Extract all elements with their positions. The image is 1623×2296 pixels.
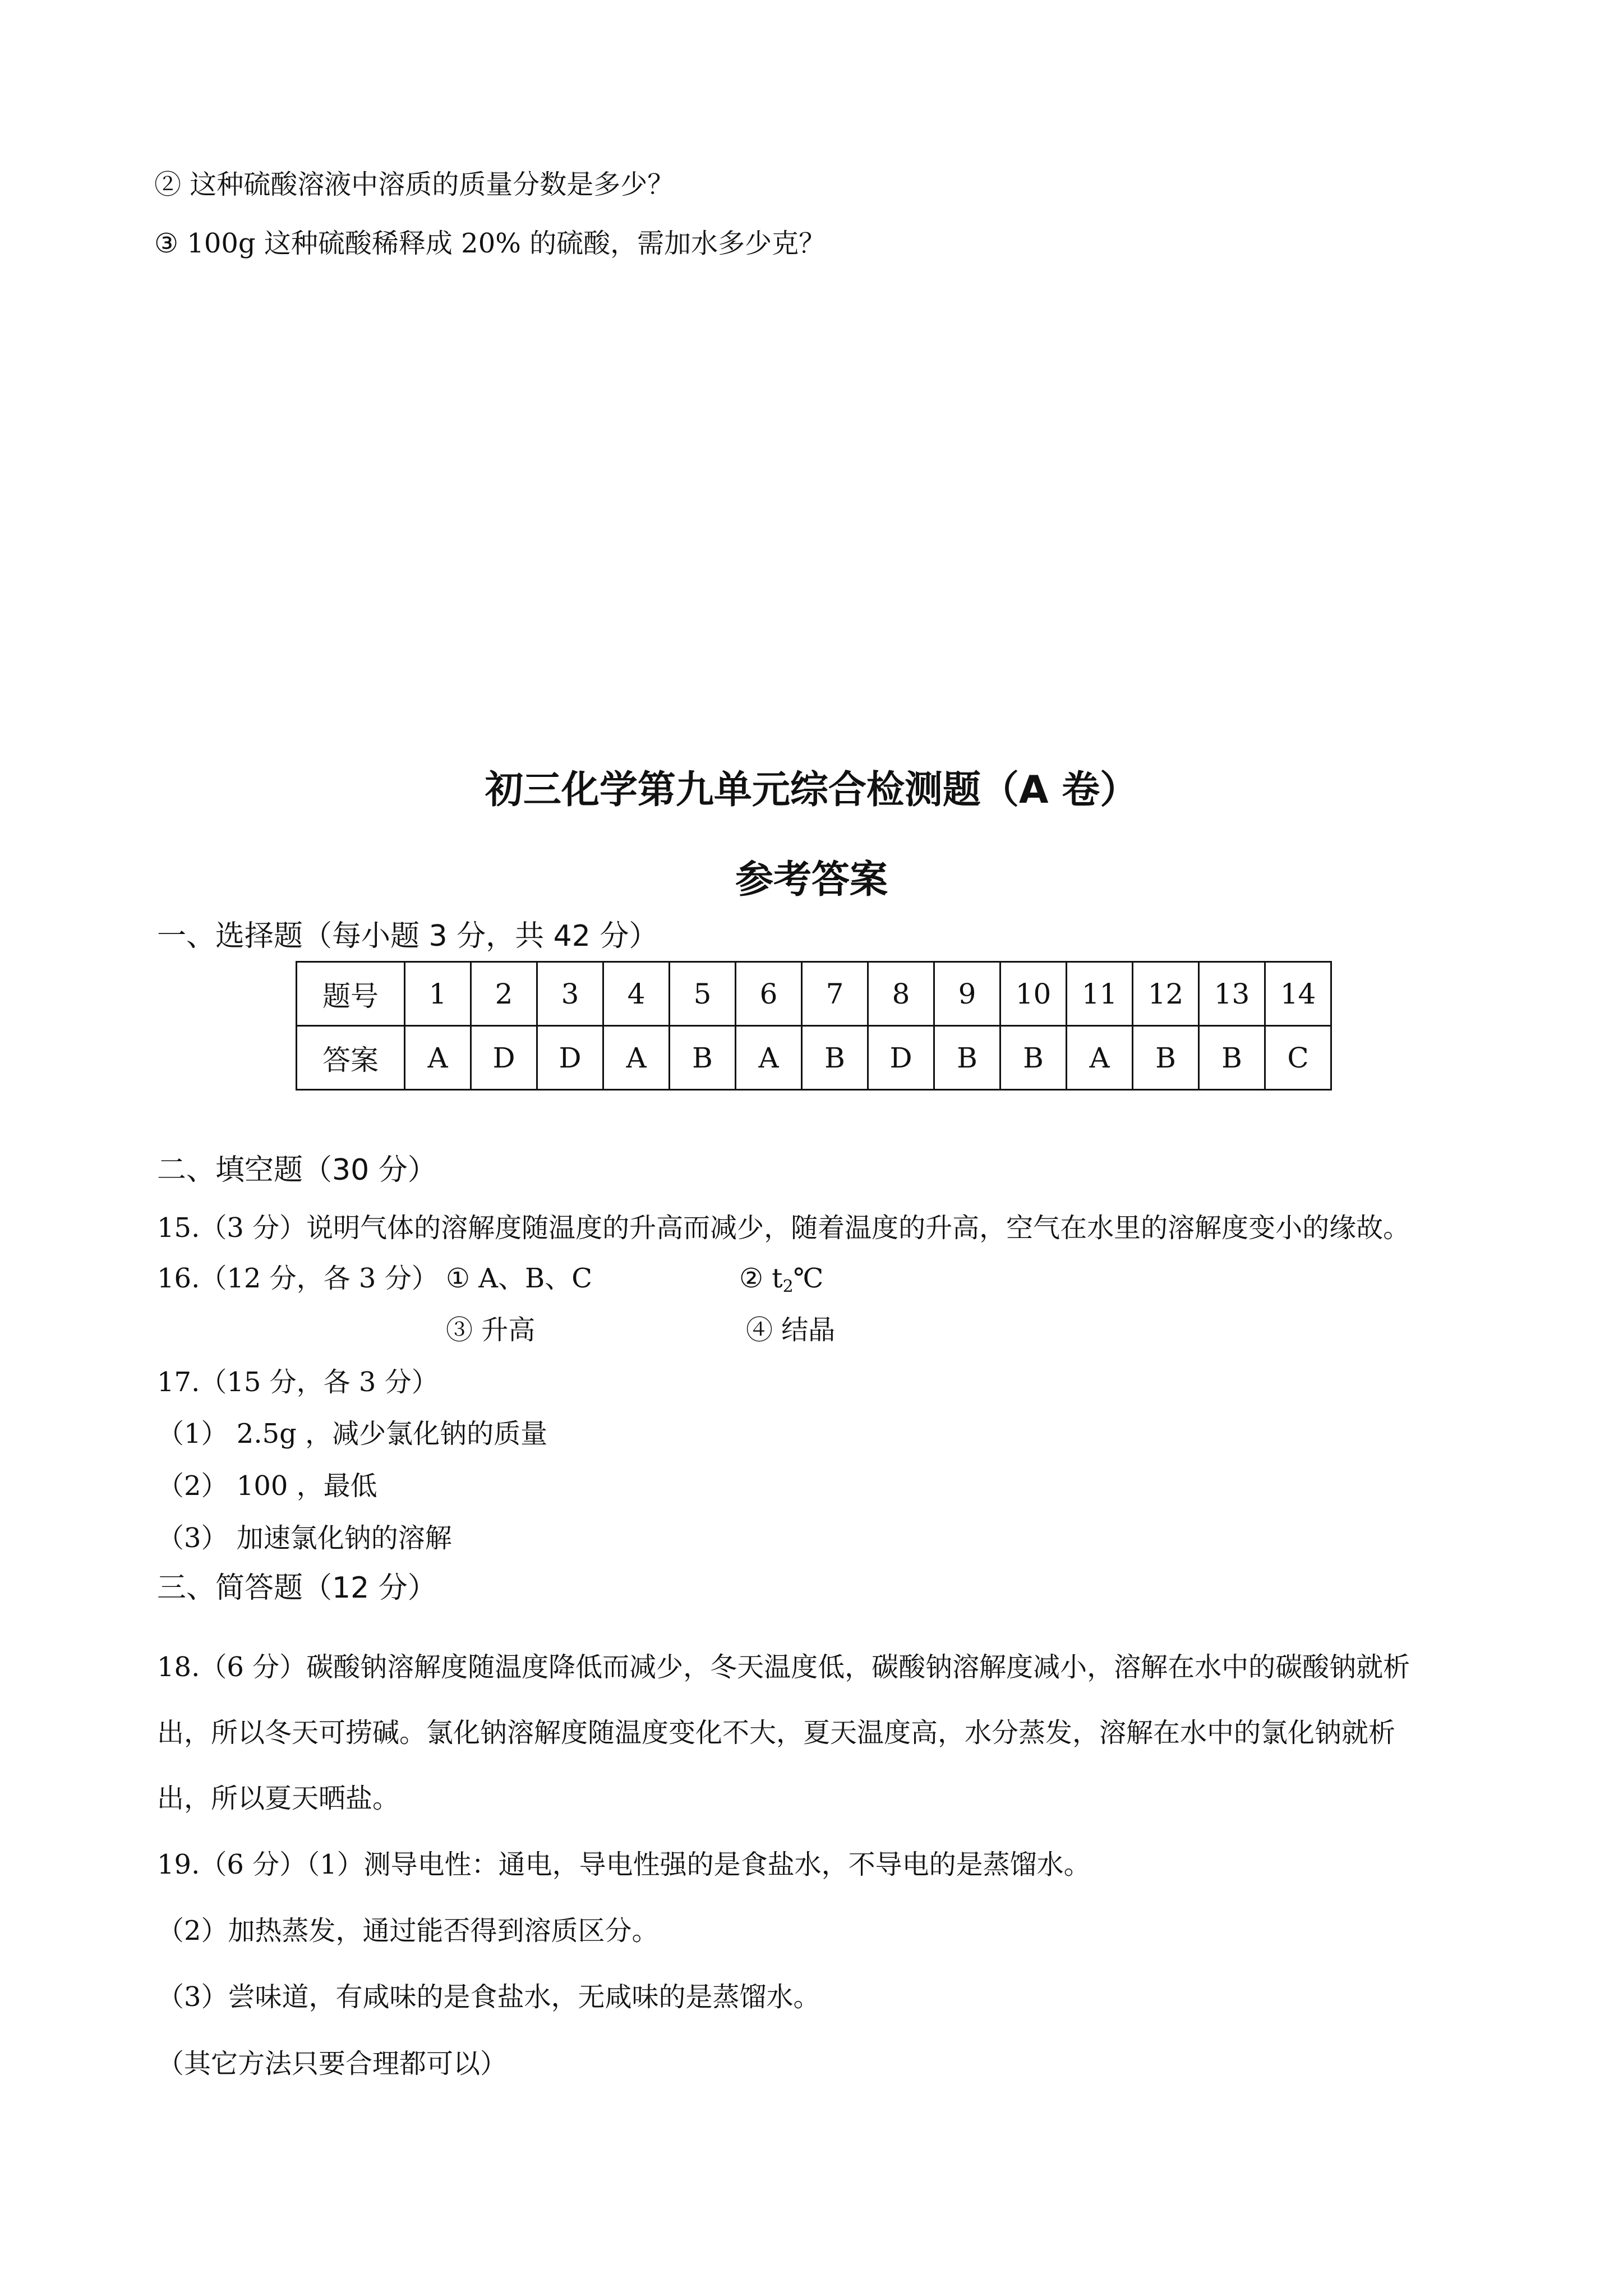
answer-cell: D [537,1026,603,1090]
row-label-answers: 答案 [297,1026,405,1090]
question-number: 4 [603,962,670,1026]
question-number: 1 [405,962,471,1026]
section-3-heading: 三、简答题（12 分） [157,1571,437,1605]
question-number: 10 [1000,962,1067,1026]
answer-16-part-4: ④ 结晶 [746,1314,836,1346]
row-label-numbers: 题号 [297,962,405,1026]
question-number: 13 [1199,962,1265,1026]
question-number: 3 [537,962,603,1026]
question-3-dilution: ③ 100g 这种硫酸稀释成 20% 的硫酸，需加水多少克？ [154,228,826,259]
answer-19-line-2: （2）加热蒸发，通过能否得到溶质区分。 [157,1915,659,1947]
answer-18-line-2: 出，所以冬天可捞碱。氯化钠溶解度随温度变化不大，夏天温度高，水分蒸发，溶解在水中的氯化钠就析 [157,1717,1396,1749]
answer-cell: A [603,1026,670,1090]
answer-16-part-2-subscript: 2 [782,1277,794,1296]
table-row-numbers [297,962,1331,1026]
answer-18-line-3: 出，所以夏天晒盐。 [157,1783,400,1814]
section-1-heading: 一、选择题（每小题 3 分，共 42 分） [157,919,658,953]
answer-cell: B [802,1026,868,1090]
answer-15: 15.（3 分）说明气体的溶解度随温度的升高而减少，随着温度的升高，空气在水里的溶解度变小的缘故。 [157,1212,1410,1244]
answer-16-part-1: ① A、B、C [446,1263,592,1294]
question-number: 14 [1265,962,1331,1026]
answer-17-part-2: （2） 100 ，最低 [157,1470,377,1502]
table-row-answers [297,1026,1331,1090]
answer-cell: B [1199,1026,1265,1090]
answer-19-note: （其它方法只要合理都可以） [157,2048,508,2079]
answer-cell: C [1265,1026,1331,1090]
answer-16-part-2-suffix: ℃ [793,1263,824,1294]
answer-cell: B [934,1026,1000,1090]
page-subtitle: 参考答案 [735,858,888,902]
question-number: 11 [1067,962,1133,1026]
answer-cell: A [405,1026,471,1090]
answer-cell: B [1000,1026,1067,1090]
answer-17-heading: 17.（15 分，各 3 分） [157,1366,439,1398]
answer-cell: A [736,1026,802,1090]
answer-19-line-3: （3）尝味道，有咸味的是食盐水，无咸味的是蒸馏水。 [157,1981,820,2013]
question-number: 5 [670,962,736,1026]
answer-cell: B [1133,1026,1199,1090]
question-number: 7 [802,962,868,1026]
answer-17-part-1: （1） 2.5g ，减少氯化钠的质量 [157,1418,548,1450]
page-title: 初三化学第九单元综合检测题（A 卷） [485,768,1138,812]
answer-cell: A [1067,1026,1133,1090]
answer-16-part-2-prefix: ② t [739,1263,783,1294]
question-number: 8 [868,962,934,1026]
answer-18-line-1: 18.（6 分）碳酸钠溶解度随温度降低而减少，冬天温度低，碳酸钠溶解度减小，溶解在水中的碳酸钠就析 [157,1651,1410,1683]
answer-19-line-1: 19.（6 分）（1）测导电性：通电，导电性强的是食盐水，不导电的是蒸馏水。 [157,1849,1091,1880]
question-2-mass-fraction: ② 这种硫酸溶液中溶质的质量分数是多少？ [154,169,675,200]
question-number: 9 [934,962,1000,1026]
answer-cell: B [670,1026,736,1090]
answer-cell: D [471,1026,537,1090]
answer-table [296,961,1332,1091]
question-number: 12 [1133,962,1199,1026]
question-number: 2 [471,962,537,1026]
answer-16-prefix: 16.（12 分，各 3 分） [157,1263,439,1294]
question-number: 6 [736,962,802,1026]
answer-16-part-2 [739,1265,823,1295]
answer-cell: D [868,1026,934,1090]
section-2-heading: 二、填空题（30 分） [157,1153,437,1187]
answer-16-part-3: ③ 升高 [446,1314,536,1346]
answer-17-part-3: （3） 加速氯化钠的溶解 [157,1522,452,1554]
